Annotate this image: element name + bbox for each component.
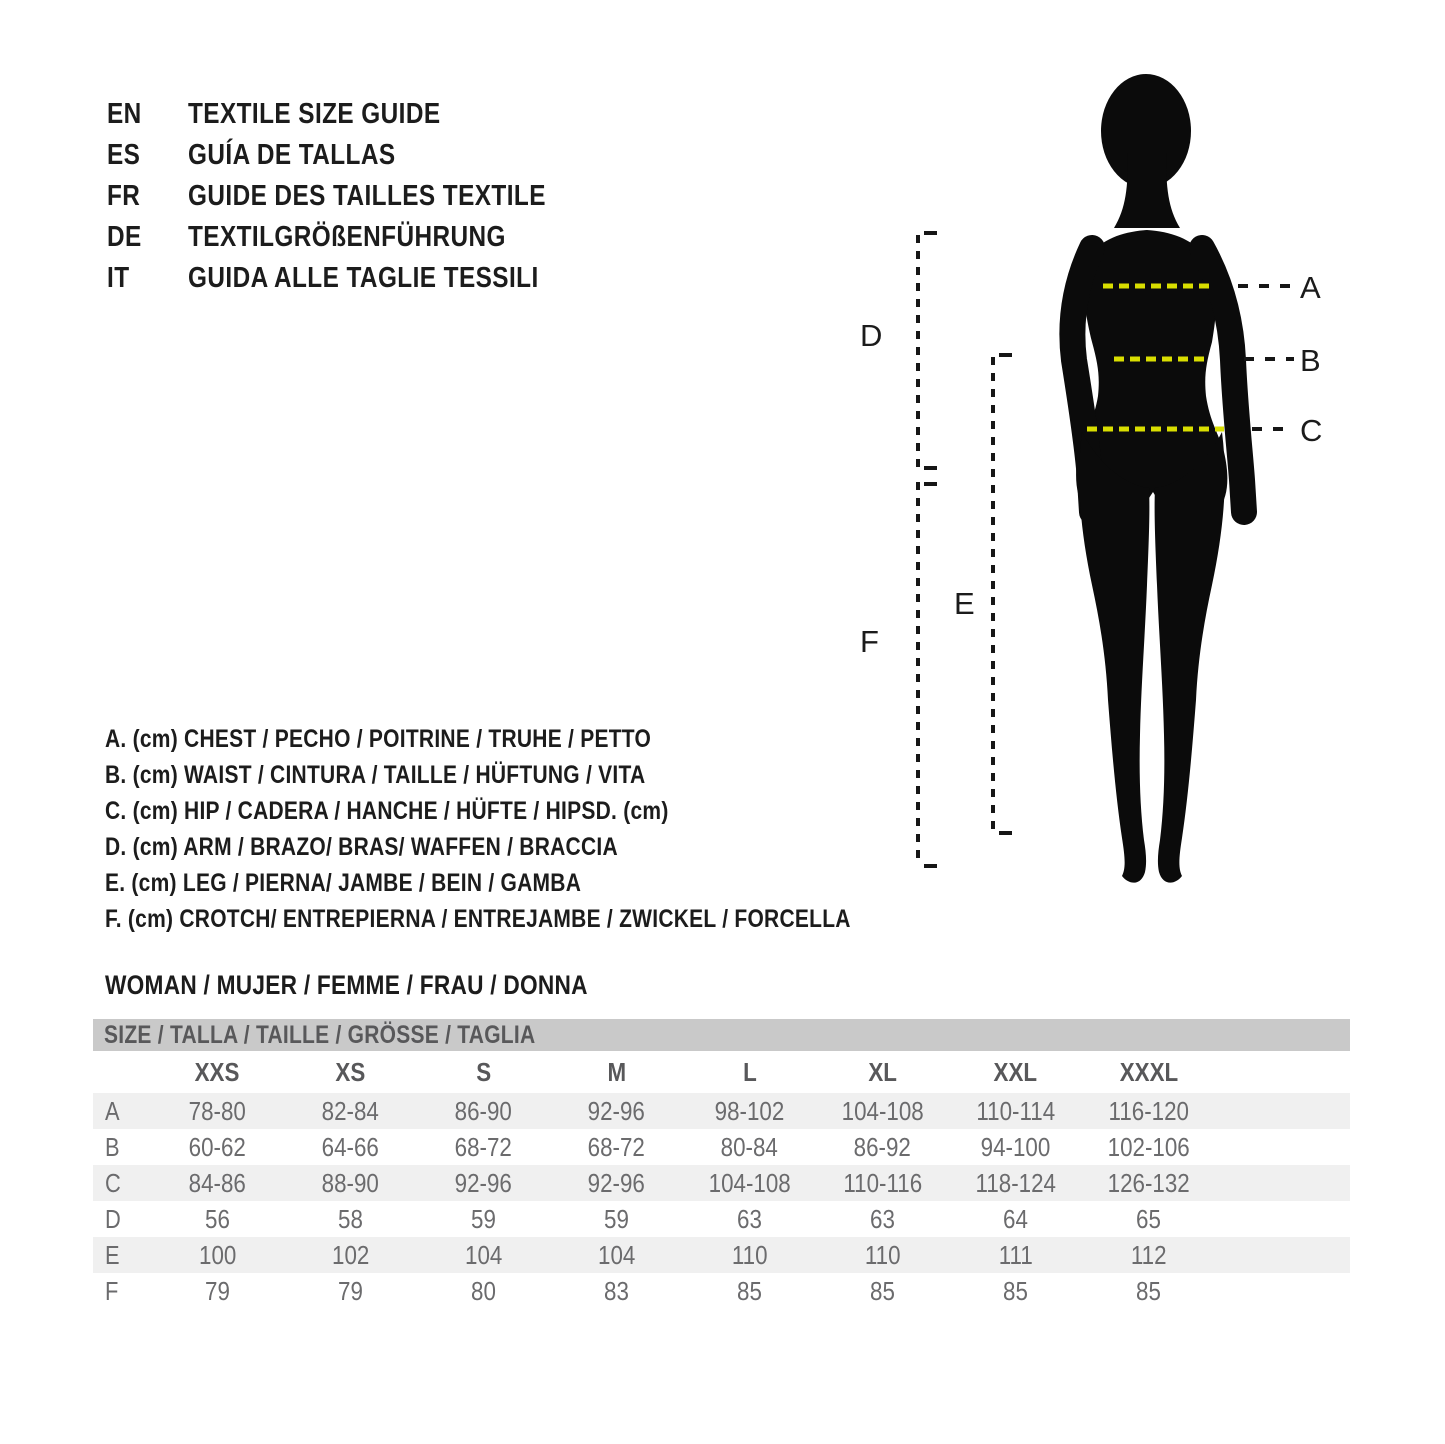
- guide-title-en: TEXTILE SIZE GUIDE: [188, 98, 441, 130]
- language-code: ES: [107, 139, 141, 171]
- table-row-hip: [93, 1165, 1350, 1201]
- language-title-list: [107, 94, 614, 299]
- table-cell: 79: [338, 1275, 363, 1306]
- size-table-title-bar: [93, 1019, 1350, 1051]
- table-cell: 64: [1003, 1203, 1028, 1234]
- table-cell: 59: [471, 1203, 496, 1234]
- row-label: D: [105, 1203, 121, 1234]
- gender-heading: WOMAN / MUJER / FEMME / FRAU / DONNA: [105, 969, 588, 1000]
- table-cell: 85: [1003, 1275, 1028, 1306]
- table-cell: 92-96: [454, 1167, 513, 1198]
- legend-line-crotch: F. (cm) CROTCH/ ENTREPIERNA / ENTREJAMBE / ZWICKEL / FORCELLA: [105, 904, 851, 933]
- table-cell: 88-90: [321, 1167, 380, 1198]
- language-row-es: [107, 135, 614, 176]
- table-cell: 116-120: [1108, 1095, 1189, 1126]
- table-cell: 78-80: [188, 1095, 247, 1126]
- size-table: [93, 1019, 1350, 1309]
- language-row-de: [107, 217, 614, 258]
- table-cell: 104: [597, 1239, 636, 1270]
- table-cell: 63: [737, 1203, 762, 1234]
- table-cell: 82-84: [321, 1095, 380, 1126]
- size-col-xxs: XXS: [195, 1056, 240, 1087]
- table-row-crotch: [93, 1273, 1350, 1309]
- table-cell: 110-114: [976, 1095, 1055, 1126]
- woman-silhouette: [1072, 74, 1244, 883]
- table-cell: 85: [1136, 1275, 1161, 1306]
- size-col-xl: XL: [868, 1056, 897, 1087]
- table-cell: 65: [1136, 1203, 1161, 1234]
- table-row-leg: [93, 1237, 1350, 1273]
- table-row-waist: [93, 1129, 1350, 1165]
- legend-line-hip: C. (cm) HIP / CADERA / HANCHE / HÜFTE / HIPSD. (cm): [105, 796, 669, 825]
- table-cell: 86-92: [853, 1131, 912, 1162]
- table-cell: 79: [205, 1275, 230, 1306]
- language-row-fr: [107, 176, 614, 217]
- table-cell: 80: [471, 1275, 496, 1306]
- size-col-m: M: [607, 1056, 626, 1087]
- size-col-xxxl: XXXL: [1119, 1056, 1178, 1087]
- table-cell: 112: [1130, 1239, 1167, 1270]
- size-col-xs: XS: [335, 1056, 366, 1087]
- row-label: A: [105, 1095, 120, 1126]
- table-cell: 56: [205, 1203, 230, 1234]
- row-label: E: [105, 1239, 120, 1270]
- marker-label-d: D: [860, 318, 883, 353]
- table-cell: 68-72: [454, 1131, 513, 1162]
- guide-title-it: GUIDA ALLE TAGLIE TESSILI: [188, 262, 539, 294]
- language-code: FR: [107, 180, 141, 212]
- legend-line-leg: E. (cm) LEG / PIERNA/ JAMBE / BEIN / GAMBA: [105, 868, 582, 897]
- table-cell: 85: [737, 1275, 762, 1306]
- table-cell: 110-116: [843, 1167, 922, 1198]
- silhouette-right-leg: [1155, 432, 1225, 883]
- size-col-l: L: [742, 1056, 757, 1087]
- table-cell: 85: [870, 1275, 895, 1306]
- marker-label-f: F: [860, 624, 879, 659]
- table-cell: 83: [604, 1275, 629, 1306]
- marker-label-b: B: [1300, 343, 1321, 378]
- table-cell: 59: [604, 1203, 629, 1234]
- marker-label-c: C: [1300, 413, 1323, 448]
- table-cell: 64-66: [321, 1131, 380, 1162]
- row-label: B: [105, 1131, 120, 1162]
- table-cell: 111: [998, 1239, 1033, 1270]
- legend-line-arm: D. (cm) ARM / BRAZO/ BRAS/ WAFFEN / BRACCIA: [105, 832, 618, 861]
- table-cell: 94-100: [980, 1131, 1051, 1162]
- table-cell: 104: [464, 1239, 503, 1270]
- language-code: EN: [107, 98, 142, 130]
- guide-title-de: TEXTILGRÖßENFÜHRUNG: [188, 221, 506, 253]
- marker-label-a: A: [1300, 270, 1321, 305]
- table-cell: 92-96: [587, 1095, 646, 1126]
- table-cell: 58: [338, 1203, 363, 1234]
- legend-line-waist: B. (cm) WAIST / CINTURA / TAILLE / HÜFTUNG / VITA: [105, 760, 646, 789]
- table-cell: 102-106: [1107, 1131, 1190, 1162]
- row-label: F: [105, 1275, 119, 1306]
- size-col-xxl: XXL: [993, 1056, 1038, 1087]
- language-row-en: [107, 94, 614, 135]
- measurement-legend: [105, 721, 993, 937]
- table-cell: 98-102: [714, 1095, 785, 1126]
- table-row-chest: [93, 1093, 1350, 1129]
- table-cell: 118-124: [975, 1167, 1056, 1198]
- table-cell: 100: [198, 1239, 237, 1270]
- table-cell: 68-72: [587, 1131, 646, 1162]
- size-table-title: SIZE / TALLA / TAILLE / GRÖSSE / TAGLIA: [104, 1020, 536, 1049]
- guide-title-es: GUÍA DE TALLAS: [188, 139, 396, 171]
- size-header-row: [93, 1051, 1350, 1093]
- language-code: DE: [107, 221, 142, 253]
- table-cell: 110: [731, 1239, 768, 1270]
- table-cell: 126-132: [1107, 1167, 1190, 1198]
- table-cell: 92-96: [587, 1167, 646, 1198]
- table-cell: 104-108: [841, 1095, 924, 1126]
- table-cell: 110: [864, 1239, 901, 1270]
- table-cell: 80-84: [720, 1131, 779, 1162]
- silhouette-left-leg: [1079, 432, 1149, 883]
- table-cell: 84-86: [188, 1167, 247, 1198]
- table-row-arm: [93, 1201, 1350, 1237]
- language-code: IT: [107, 262, 130, 294]
- language-row-it: [107, 258, 614, 299]
- table-cell: 60-62: [188, 1131, 247, 1162]
- table-cell: 86-90: [454, 1095, 513, 1126]
- size-col-s: S: [476, 1056, 491, 1087]
- table-cell: 104-108: [708, 1167, 791, 1198]
- row-label: C: [105, 1167, 121, 1198]
- guide-title-fr: GUIDE DES TAILLES TEXTILE: [188, 180, 546, 212]
- legend-line-chest: A. (cm) CHEST / PECHO / POITRINE / TRUHE / PETTO: [105, 724, 652, 753]
- table-cell: 63: [870, 1203, 895, 1234]
- marker-label-e: E: [954, 586, 975, 621]
- table-cell: 102: [331, 1239, 370, 1270]
